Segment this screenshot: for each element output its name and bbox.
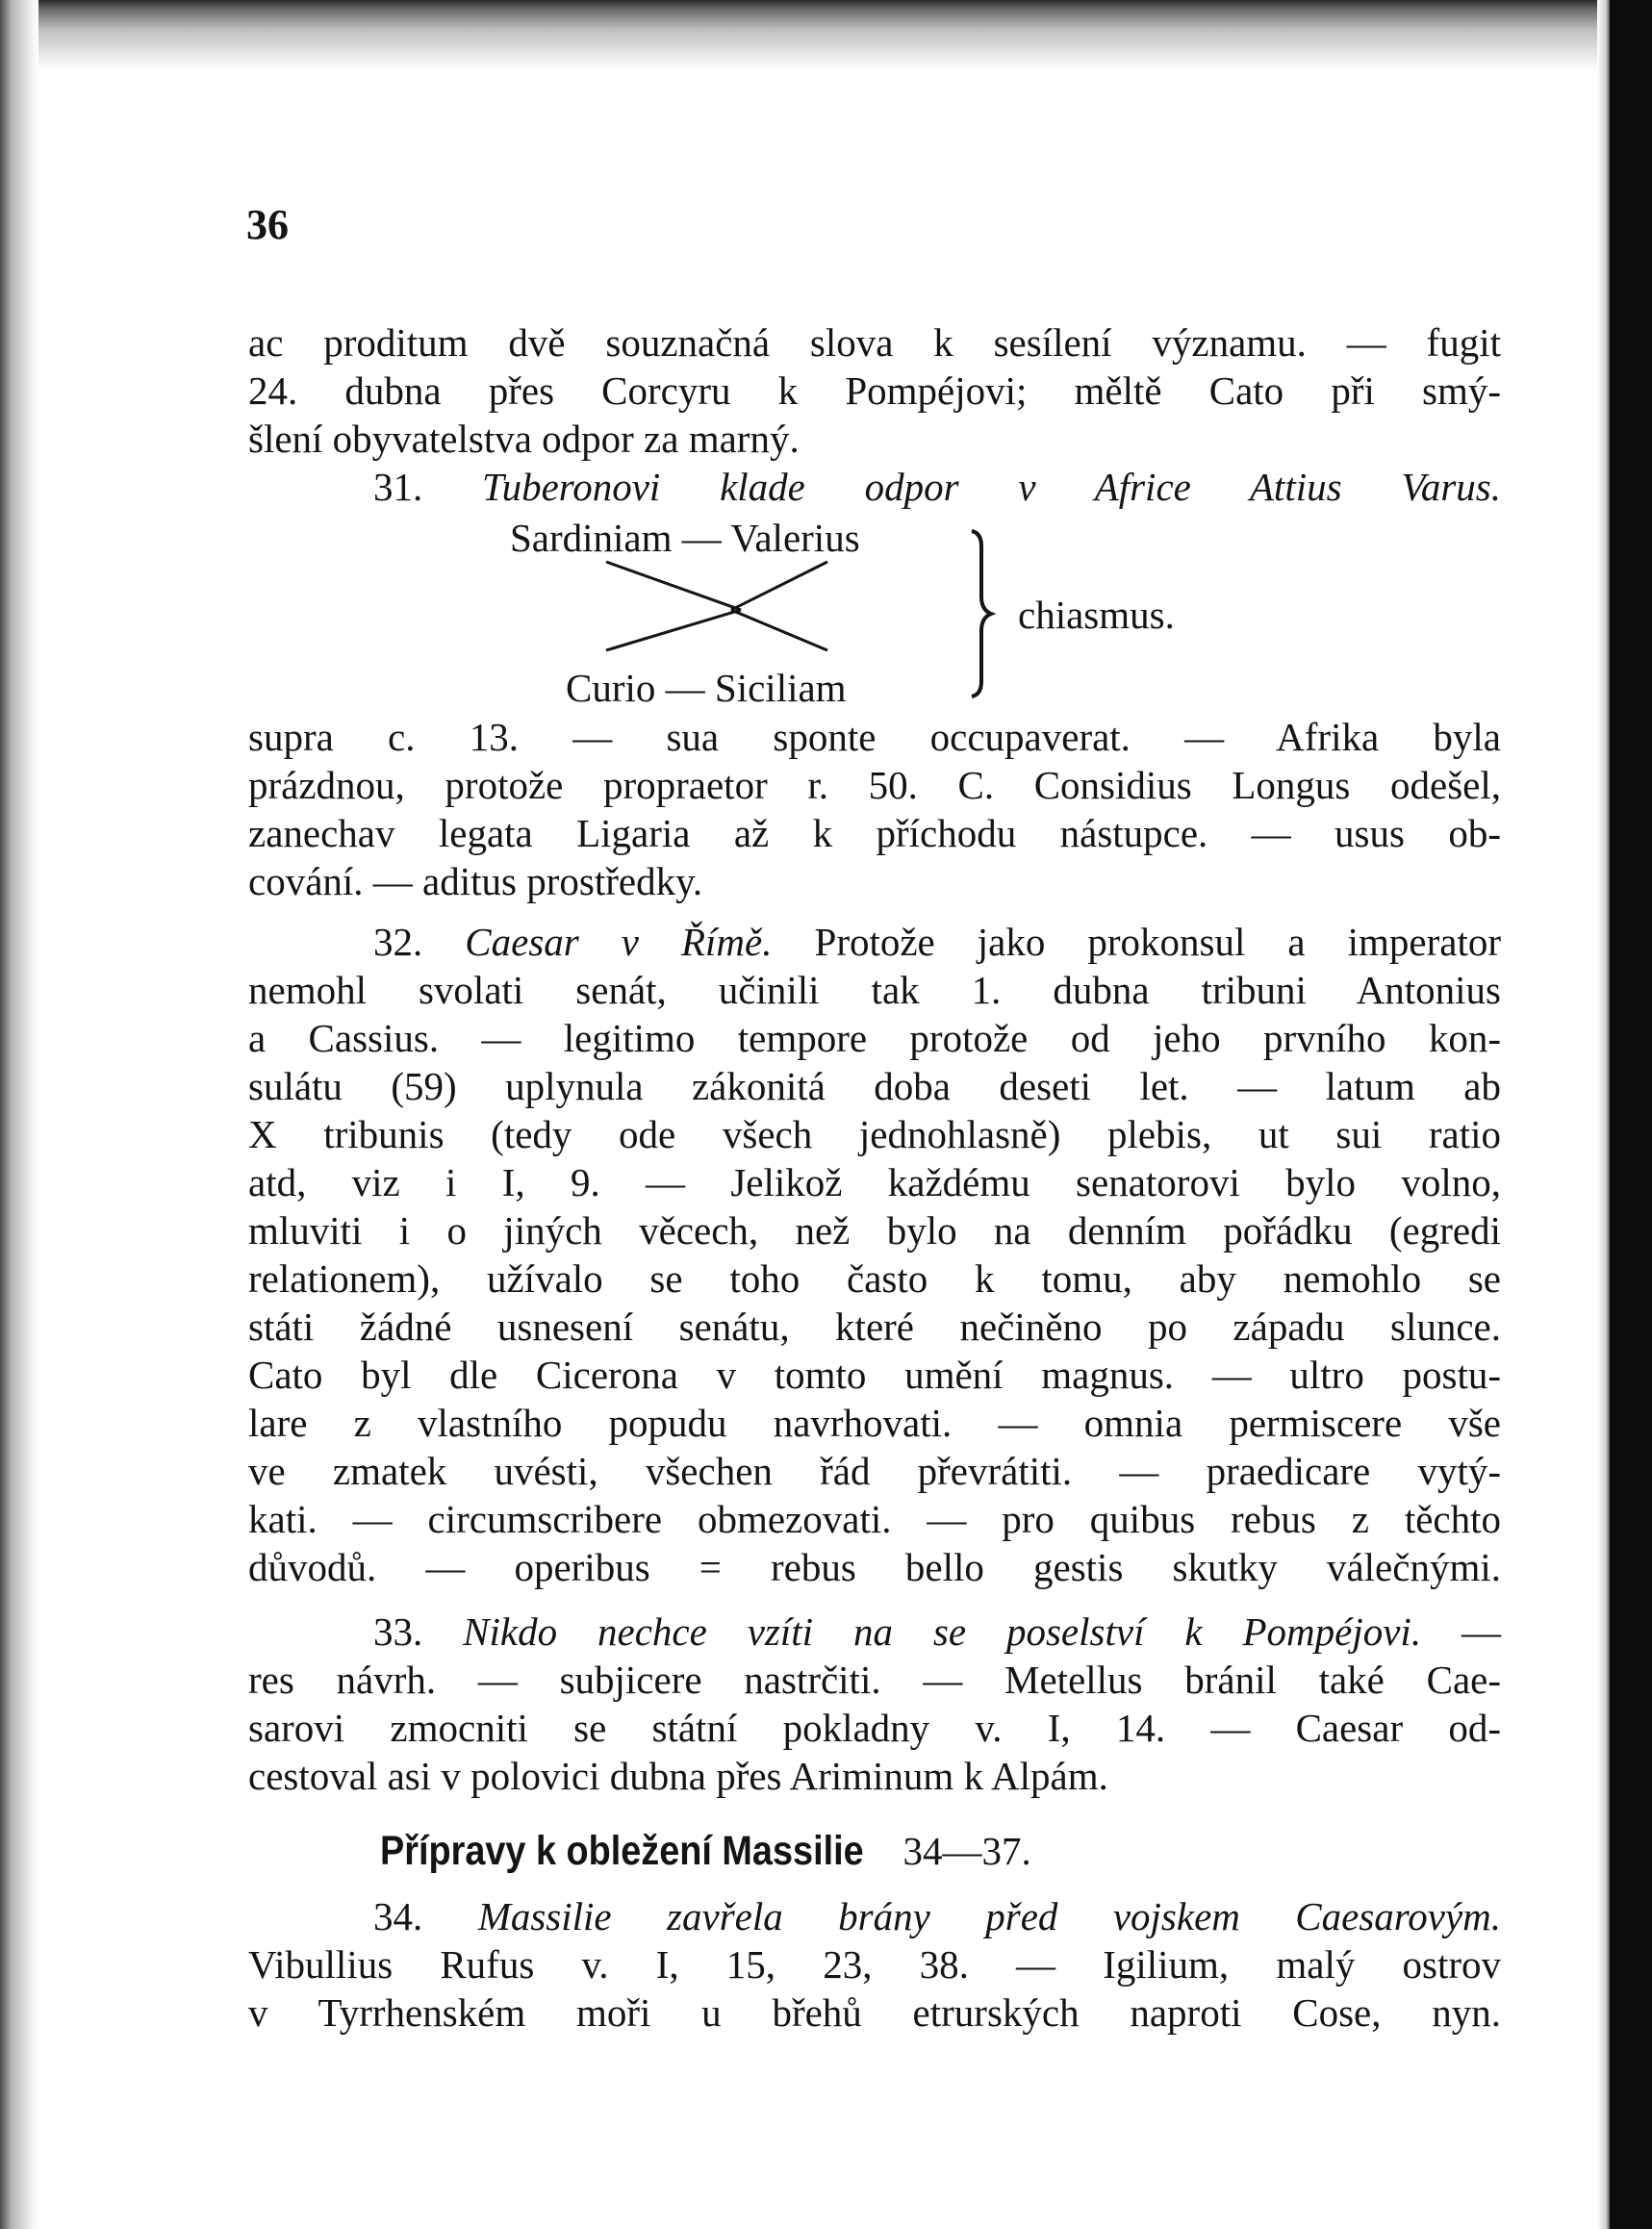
chiasmus-bottom-row: Curio — Siciliam <box>566 666 847 710</box>
section-34-title: Massilie zavřela brány před vojskem Caesarovým. <box>477 1894 1502 1938</box>
text-line: X tribunis (tedy ode všech jednohlasně) plebis, ut sui ratio <box>248 1112 1501 1156</box>
scan-shadow-left <box>0 0 38 2229</box>
text-line: ac proditum dvě souznačná slova k sesílení významu. — fugit <box>248 320 1501 365</box>
text-line: kati. — circumscribere obmezovati. — pro quibus rebus z těchto <box>248 1497 1501 1541</box>
section-32-title: Caesar v Římě. <box>465 920 773 964</box>
section-32-number: 32. <box>373 920 423 964</box>
section-heading-title: Přípravy k obležení Massilie <box>380 1828 864 1874</box>
scan-shadow-right-edge <box>1597 0 1610 2229</box>
chiasmus-bottom-left: Curio <box>566 666 656 710</box>
text-line: cestoval asi v polovici dubna přes Ariminum k Alpám. <box>248 1754 1108 1798</box>
scan-border-right <box>1610 0 1652 2229</box>
text-line: res návrh. — subjicere nastrčiti. — Metellus bránil také Cae- <box>248 1658 1501 1702</box>
chiasmus-cross-diagram <box>597 550 847 656</box>
chiasmus-label: chiasmus. <box>1018 593 1175 637</box>
text-line: sarovi zmocniti se státní pokladny v. I, 14. — Caesar od- <box>248 1706 1501 1750</box>
section-31-number: 31. <box>373 465 423 509</box>
text-line: státi žádné usnesení senátu, které nečiněno po západu slunce. <box>248 1304 1501 1349</box>
text-line: Cato byl dle Cicerona v tomto umění magnus. — ultro postu- <box>248 1353 1501 1397</box>
text-line: lare z vlastního popudu navrhovati. — omnia permiscere vše <box>248 1401 1501 1445</box>
text-line: atd, viz i I, 9. — Jelikož každému senatorovi bylo volno, <box>248 1160 1501 1204</box>
section-34-heading <box>373 1891 1501 1941</box>
text-line: důvodů. — operibus = rebus bello gestis skutky válečnými. <box>248 1545 1501 1589</box>
section-34-number: 34. <box>373 1894 423 1938</box>
scan-shadow-top <box>0 0 1652 71</box>
chiasmus-top-right: Valerius <box>730 516 860 560</box>
text-line: mluviti i o jiných věcech, než bylo na denním pořádku (egredi <box>248 1208 1501 1253</box>
text-line: šlení obyvatelstva odpor za marný. <box>248 417 800 461</box>
text-line: ve zmatek uvésti, všechen řád převrátiti. — praedicare vytý- <box>248 1449 1501 1493</box>
text-line: Vibullius Rufus v. I, 15, 23, 38. — Igilium, malý ostrov <box>248 1942 1501 1987</box>
section-32-heading: 32. Caesar v Římě. Protože jako prokonsul a imperator <box>373 920 1502 964</box>
text-line: zanechav legata Ligaria až k příchodu nástupce. — usus ob- <box>248 811 1501 855</box>
chiasmus-top-left: Sardiniam <box>510 516 673 560</box>
chiasmus-bottom-right: Siciliam <box>714 666 847 710</box>
section-31-heading <box>373 462 1501 512</box>
section-33-title: Nikdo nechce vzíti na se poselství k Pompéjovi. <box>463 1609 1422 1654</box>
text-line: v Tyrrhenském moři u břehů etrurských naproti Cose, nyn. <box>248 1990 1501 2035</box>
section-heading-range: 34—37. <box>902 1829 1031 1873</box>
text-line: sulátu (59) uplynula zákonitá doba deseti let. — latum ab <box>248 1064 1501 1108</box>
section-33-number: 33. <box>373 1609 423 1654</box>
text-line: relationem), užívalo se toho často k tomu, aby nemohlo se <box>248 1256 1501 1301</box>
text-line: supra c. 13. — sua sponte occupaverat. — Afrika byla <box>248 715 1501 759</box>
text-line: cování. — aditus prostředky. <box>248 859 703 903</box>
section-31-title: Tuberonovi klade odpor v Africe Attius Varus. <box>482 465 1502 509</box>
page-number: 36 <box>246 201 289 248</box>
text-line: nemohl svolati senát, učinili tak 1. dubna tribuni Antonius <box>248 968 1501 1012</box>
text-line: a Cassius. — legitimo tempore protože od jeho prvního kon- <box>248 1016 1501 1060</box>
text-line: 24. dubna přes Corcyru k Pompéjovi; měltě Cato při smý- <box>248 368 1501 413</box>
section-33-heading: 33. Nikdo nechce vzíti na se poselství k Pompéjovi. — <box>373 1609 1501 1654</box>
chiasmus-top-row: Sardiniam — Valerius <box>510 516 860 560</box>
section-heading <box>380 1824 1031 1878</box>
text-line: prázdnou, protože propraetor r. 50. C. Considius Longus odešel, <box>248 763 1501 807</box>
chiasmus-brace <box>968 527 997 700</box>
